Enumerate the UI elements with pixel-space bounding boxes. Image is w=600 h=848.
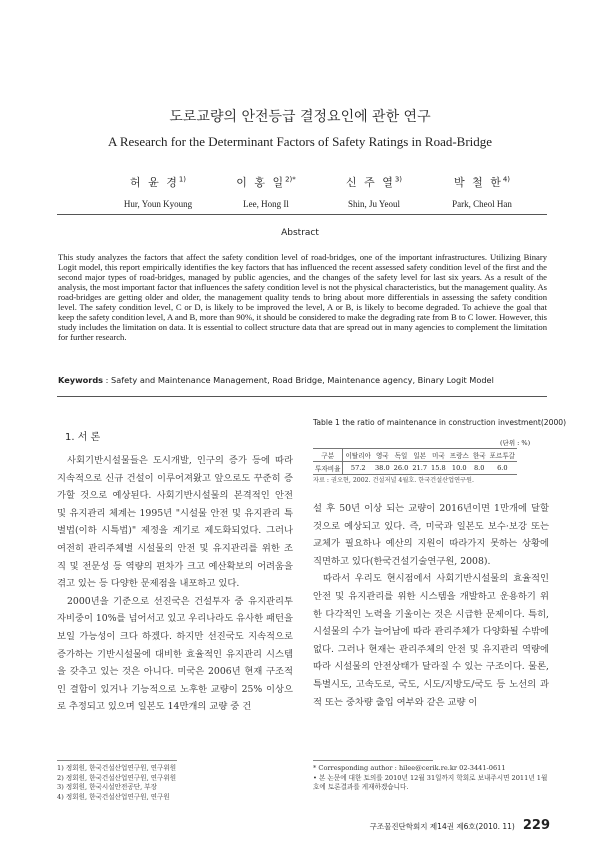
maintenance-ratio-table (313, 448, 517, 475)
keywords-label: Keywords (58, 375, 104, 385)
paper-title-english: A Research for the Determinant Factors of Safety Ratings in Road-Bridge (107, 134, 493, 149)
author-name-en: Shin, Ju Yeoul (347, 199, 401, 209)
section-heading-introduction: 1. 서 론 (65, 432, 101, 443)
journal-footer (350, 814, 550, 833)
table-cell: 포르투갈 (488, 449, 517, 462)
author-4 (422, 174, 542, 209)
author-2 (206, 174, 326, 209)
author-3 (314, 174, 434, 209)
author-name-en: Park, Cheol Han (452, 199, 512, 209)
author-name-ko: 이 홍 일 (236, 176, 286, 189)
body-paragraph: 설 후 50년 이상 되는 교량이 2016년이면 1만개에 달할 것으로 예상되고 있다. 즉, 미국과 일본도 보수·보강 또는 교체가 필요하나 예산의 지원이 따라가지 못하는 상황에 직면하고 있다(한국건설기술연구원, 2008). (313, 503, 549, 567)
author-name-en: Hur, Youn Kyoung (123, 199, 193, 209)
table-row (313, 462, 517, 475)
body-paragraph: 2000년을 기준으로 선진국은 건설투자 중 유지관리투자비중이 10%를 넘어서고 있고 우리나라도 유사한 패턴을 보일 가능성이 크다 하겠다. 하지만 선진국도 지속적으로 증가하는 기반시설물에 대비한 효율적인 유지관리 시스템을 갖추고 있는 것은 아니다. 미국은 2006년 현재 구조적인 결함이 있거나 기능적으로 노후한 교량이 25% 이상으로 추정되고 있으며 일본도 14만개의 교량 중 건 (57, 595, 293, 713)
author-affiliation-mark: 3) (394, 175, 403, 184)
table-cell: 6.0 (488, 462, 517, 475)
table-cell: 투자비율 (313, 462, 343, 475)
table-unit: (단위 : %) (500, 439, 531, 447)
footnote: 2) 정회원, 한국건설산업연구원, 연구위원 (57, 773, 177, 782)
table-cell: 독일 (392, 449, 411, 462)
footnotes-left (57, 764, 293, 802)
author-affiliation-mark: 4) (502, 175, 511, 184)
author-name-ko: 박 철 한 (453, 176, 503, 189)
table-cell: 10.0 (448, 462, 471, 475)
page-number: 229 (522, 818, 550, 833)
table-cell: 38.0 (373, 462, 392, 475)
author-affiliation-mark: 1) (178, 175, 187, 184)
footnote-rule-right (313, 760, 433, 761)
paper-title-korean: 도로교량의 안전등급 결정요인에 관한 연구 (169, 109, 431, 125)
table-header-row (313, 449, 517, 462)
table-cell: 21.7 (410, 462, 429, 475)
abstract-heading: Abstract (281, 228, 319, 238)
abstract-top-rule (57, 214, 547, 215)
table-source-note: 자료 : 권오현, 2002. 건설저널 4월호. 한국건설산업연구원. (313, 477, 474, 484)
footnotes-right (313, 764, 553, 793)
table-cell: 프랑스 (448, 449, 471, 462)
author-name-ko: 허 윤 경 (129, 176, 179, 189)
author-name-en: Lee, Hong Il (243, 199, 289, 209)
footnote: 4) 정회원, 한국건설산업연구원, 연구원 (57, 792, 170, 801)
abstract-text: This study analyzes the factors that affect the safety condition level of road-bridges, one of the important infrastructures. Utilizing Binary Logit model, this report empirically identifies the key factors that has influenced the recent assessed safety condition level of the first and the second major types of road-bridges, managed by public agencies, and the changes of the safety level for last six years. As a result of the analysis, the most important factor that influences the safety condition level is not the physical characteristics, but the management quality. As road-bridges are getting older and older, the management quality tends to bring about more differentials in assessing the safety condition level. The safety condition level, C or D, is likely to be improved the level, A or B, is likely to become degraded. To achieve the goal that keep the safety condition level, A and B, more than 90%, it should be considered to make the degrading rate from B to C lower. However, this study includes the limitation on data. It is essential to collect structure data that are spread out in many agencies to complement the limitation for further research. (58, 252, 547, 342)
body-paragraph: 사회기반시설물들은 도시개발, 인구의 증가 등에 따라 지속적으로 신규 건설이 이루어져왔고 앞으로도 꾸준히 증가할 것으로 예상된다. 사회기반시설물의 본격적인 안전 및 유지관리 체계는 1995년 "시설물 안전 및 유지관리 특별법(이하 시특법)" 제정을 계기로 제도화되었다. 그러나 여전히 관리주체별 시설물의 안전 및 유지관리를 위한 조직 및 전문성 등 역량의 편차가 크고 예산확보의 어려움을 겪고 있는 등 다양한 문제점을 내포하고 있다. (57, 455, 293, 590)
keywords-line: Keywords : Safety and Maintenance Management, Road Bridge, Maintenance agency, Binary Logit Model (58, 375, 494, 385)
table-caption: Table 1 the ratio of maintenance in construction investment(2000) (313, 418, 567, 427)
footnote-rule-left (57, 760, 177, 761)
keywords-list: Safety and Maintenance Management, Road Bridge, Maintenance agency, Binary Logit Model (111, 375, 494, 385)
footnote: 3) 정회원, 한국시설안전공단, 부장 (57, 783, 158, 791)
body-paragraph: 따라서 우리도 현시점에서 사회기반시설물의 효율적인 안전 및 유지관리를 위한 시스템을 개발하고 운용하기 위한 다각적인 노력을 기울이는 것은 시급한 문제이다. 특히, 시설물의 수가 늘어남에 따라 관리주체가 다양화될 수밖에 없다. 그러나 현재는 관리주체의 안전 및 유지관리 역량에 따라 시설물의 안전상태가 달라질 수 있는 구조이다. 물론, 특별시도, 고속도로, 국도, 시도/지방도/국도 등 노선의 과적 또는 중차량 출입 여부와 같은 교량 이 (313, 573, 549, 708)
abstract-bottom-rule (57, 396, 547, 397)
author-affiliation-mark: 2)* (285, 175, 296, 184)
table-cell: 26.0 (392, 462, 411, 475)
table-cell: 구분 (313, 449, 343, 462)
table-cell: 57.2 (343, 462, 373, 475)
journal-citation: 구조물진단학회지 제14권 제6호(2010. 11) (369, 822, 515, 831)
footnote: * Corresponding author : hilee@cerik.re.kr 02-3441-0611 (313, 764, 506, 772)
table-cell: 15.8 (429, 462, 448, 475)
author-name-ko: 신 주 열 (345, 176, 395, 189)
table-cell: 일본 (410, 449, 429, 462)
author-1 (98, 174, 218, 209)
footnote: 1) 정회원, 한국건설산업연구원, 연구위원 (57, 764, 177, 772)
table-cell: 이탈리아 (343, 449, 373, 462)
table-cell: 영국 (373, 449, 392, 462)
left-column-body (57, 452, 293, 716)
table-cell: 8.0 (471, 462, 488, 475)
footnote: • 본 논문에 대한 토의를 2010년 12월 31일까지 학회로 보내주시면 2011년 1월호에 토론결과를 게재하겠습니다. (313, 773, 548, 791)
right-column-body (313, 500, 549, 711)
table-cell: 미국 (429, 449, 448, 462)
table-cell: 한국 (471, 449, 488, 462)
